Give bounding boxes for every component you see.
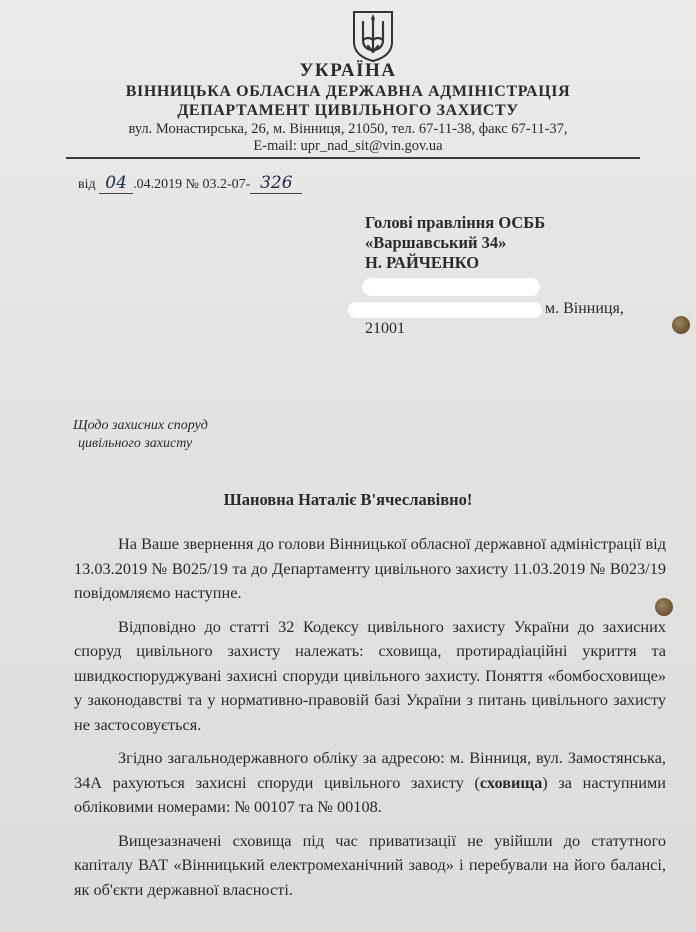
body-paragraph-1: На Ваше звернення до голови Вінницької обласної державної адміністрації від 13.03.2019 № В025/19 та до Департаменту цивільного захисту 11.03.2019 № В023/19 повідомляємо наступне. <box>74 534 666 602</box>
body-paragraph-2: Відповідно до статті 32 Кодексу цивільного захисту України до захисних споруд цивільного захисту належать: сховища, протирадіаційні укриття та швидкоспоруджувані захисні споруди цивільного захисту. Поняття «бомбосховище» у законодавстві та у нормативно-правовій базі України з питань цивільного захисту не застосовується. <box>74 616 666 734</box>
redacted-address-line-1 <box>362 278 540 296</box>
body-paragraph-3-start: Згідно загальнодержавного обліку за адресою: м. Вінниця, вул. Замостянська, 34А рахуються захисні споруди цивільного захисту ( <box>74 748 666 792</box>
punch-hole <box>672 316 690 334</box>
trident-coat-of-arms-icon <box>351 10 395 62</box>
letterhead-email: E-mail: upr_nad_sit@vin.gov.ua <box>253 138 443 154</box>
reference-line <box>78 173 302 194</box>
addressee-city: м. Вінниця, <box>545 300 624 317</box>
letterhead-organization: ВІННИЦЬКА ОБЛАСНА ДЕРЖАВНА АДМІНІСТРАЦІЯ <box>125 83 571 100</box>
body-paragraph-3-bold: сховища <box>479 772 543 792</box>
redacted-address-line-2 <box>348 302 542 318</box>
punch-hole <box>655 598 673 616</box>
letterhead-divider <box>66 157 640 159</box>
addressee-name: Н. РАЙЧЕНКО <box>365 253 480 272</box>
body-paragraph-4: Вищезазначені сховища під час приватизації не увійшли до статутного капіталу ВАТ «Вінницький електромеханічний завод» і перебували на його балансі, як об'єкти державної власності. <box>74 830 666 899</box>
letterhead-department: ДЕПАРТАМЕНТ ЦИВІЛЬНОГО ЗАХИСТУ <box>177 102 519 119</box>
addressee-title: Голові правління ОСББ <box>365 213 546 232</box>
reference-number-handwritten: 326 <box>250 173 302 194</box>
subject-line-1: Щодо захисних споруд <box>73 418 208 433</box>
body-paragraph-3 <box>74 746 666 820</box>
letterhead-address: вул. Монастирська, 26, м. Вінниця, 21050, тел. 67-11-38, факс 67-11-37, <box>128 121 568 137</box>
reference-prefix: від <box>78 177 96 192</box>
letterhead-country: УКРАЇНА <box>299 60 397 81</box>
reference-day-handwritten: 04 <box>99 173 133 194</box>
body-paragraph-3-end: ) за наступними обліковими номерами: № 00107 та № 00108. <box>74 772 666 816</box>
letter-body <box>74 532 666 911</box>
addressee-zip: 21001 <box>365 320 405 337</box>
addressee-association: «Варшавський 34» <box>365 233 507 252</box>
salutation: Шановна Наталіє В'ячеславівно! <box>223 490 473 509</box>
subject-line-2: цивільного захисту <box>78 436 193 451</box>
reference-date-number: .04.2019 № 03.2-07- <box>133 177 251 192</box>
